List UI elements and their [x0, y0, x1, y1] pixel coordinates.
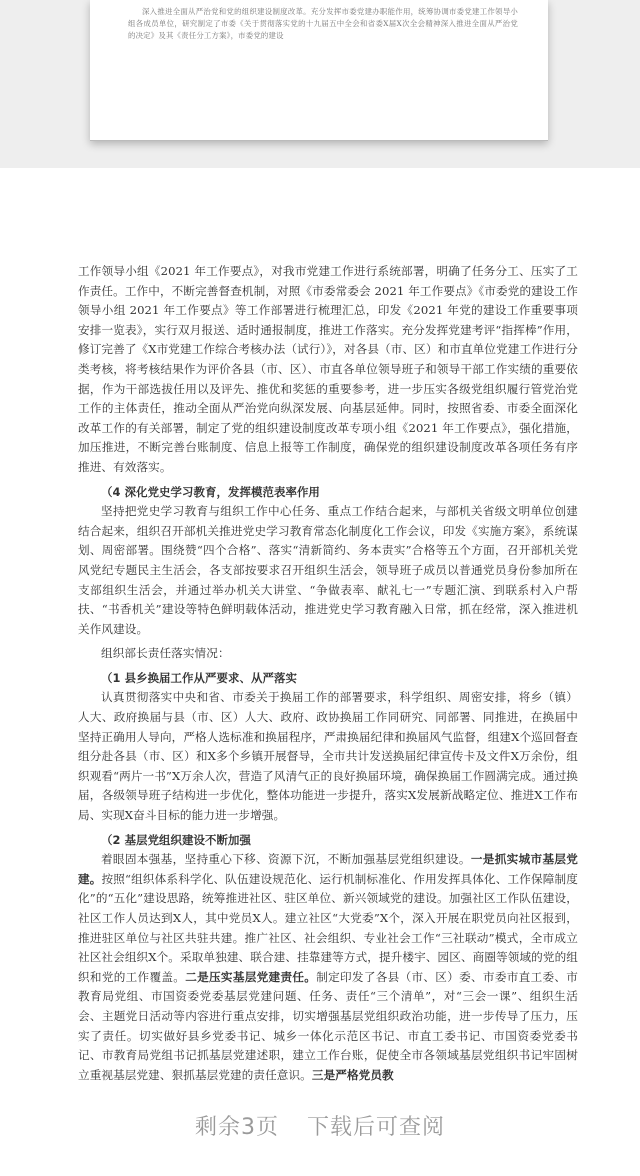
paragraph-work-plan: 工作领导小组《2021 年工作要点》，对我市党建工作进行系统部署，明确了任务分工、压实了工作责任。工作中，不断完善督查机制，对照《市委常委会 2021 年工作要点》《市委党的建设工作领导小组 2021 年工作要点》等工作部署进行梳理汇总，印发《2021 年党的建设工作重要事项安排一览表》，实行双月报送、适时通报制度，推进工作落实。充分发挥党建考评“指挥棒”作用，修订完善了《X市党建工作综合考核办法（试行）》，对各县（市、区）和市直单位党建工作进行分类考核，将考核结果作为评价各县（市、区）、市直各单位领导班子和领导干部工作实绩的重要依据，作为干部选拔任用以及评先、推优和奖惩的重要参考，进一步压实各级党组织履行管党治党工作的主体责任，推动全面从严治党向纵深发展、向基层延伸。同时，按照省委、市委全面深化改革工作的有关部署，制定了党的组织建设制度改革专项小组《2021 年工作要点》，强化措施，加压推进，不断完善台账制度、信息上报等工作制度，确保党的组织建设制度改革各项任务有序推进、有效落实。: [78, 264, 578, 474]
previous-page-text: 深入推进全面从严治党和党的组织建设制度改革。充分发挥市委党建办职能作用，统筹协调市委党建工作领导小组各成员单位，研究制定了市委《关于贯彻落实党的十九届五中全会和省委X届X次全会精神深入推进全面从严治党的决定》及其《责任分工方案》，市委党的建设: [128, 7, 518, 40]
item-1: [78, 669, 578, 826]
section-4: [78, 483, 578, 640]
item-2-point-3: 三是严格党员教: [311, 1067, 394, 1082]
item-2-point-2: 二是压实基层党建责任。: [185, 969, 317, 984]
remaining-pages-label: 剩余3页: [194, 1115, 279, 1140]
section-4-body: 坚持把党史学习教育与组织工作中心任务、重点工作结合起来，与部机关省级文明单位创建结合起来，组织召开部机关推进党史学习教育常态化制度化工作会议，印发《实施方案》，系统谋划、周密部署。围绕赞“四个合格”、落实“清新简约、务本责实”合格等五个方面，召开部机关党风党纪专题民主生活会，各支部按要求召开组织生活会，领导班子成员以普通党员身份参加所在支部组织生活会，并通过举办机关大讲堂、“争做表率、献礼七一”专题汇演、到联系村入户帮扶、“书香机关”建设等特色鲜明载体活动，推进党史学习教育融入日常，抓在经常，深入推进机关作风建设。: [78, 504, 578, 636]
item-2: [78, 831, 578, 1086]
document-content: [78, 262, 578, 1090]
item-2-body-mid-2: 制定印发了各县（市、区）委、市委市直工委、市教育局党组、市国资委党委基层党建问题、任务、责任“三个清单”，对“三会一课”、组织生活会、主题党日活动等内容进行重点安排，切实增强基层党组织政治功能，进一步传导了压力，压实了责任。切实做好县乡党委书记、城乡一体化示范区书记、市直工委书记、市国资委党委书记、市教育局党组书记抓基层党建述职，建立工作台账，促使全市各领域基层党组织书记牢固树立重视基层党建、狠抓基层党建的责任意识。: [78, 969, 578, 1082]
section-4-heading: （4 深化党史学习教育，发挥模范表率作用: [101, 484, 320, 499]
item-1-body: 认真贯彻落实中央和省、市委关于换届工作的部署要求，科学组织、周密安排，将乡（镇）人大、政府换届与县（市、区）人大、政府、政协换届工作同研究、同部署、同推进，在换届中坚持正确用人导向，严格人选标准和换届程序，严肃换届纪律和换届风气监督，组建X个巡回督查组分赴各县（市、区）和X多个乡镇开展督导，全市共计发送换届纪律宣传卡及文件X万余份，组织观看“两片一书”X万余人次，营造了风清气正的良好换届环境，确保换届工作圆满完成。通过换届，各级领导班子结构进一步优化，整体功能进一步提升，落实X发展新战略定位、推进X工作布局、实现X奋斗目标的能力进一步增强。: [78, 690, 578, 823]
item-2-body-mid-1: 按照“组织体系科学化、队伍建设规范化、运行机制标准化、作用发挥具体化、工作保障制度化”的“五化”建设思路，统筹推进社区、驻区单位、新兴领域党的建设。加强社区工作队伍建设，社区工作人员达到X人，其中党员X人。建立社区“大党委”X个，深入开展在职党员向社区报到，推进驻区单位与社区共驻共建。推广社区、社会组织、专业社会工作“三社联动”模式，全市成立社区社会组织X个。采取单独建、联合建、挂靠建等方式，提升楼宇、园区、商圈等领域的党的组织和党的工作覆盖。: [78, 871, 579, 984]
previous-page-area: [0, 0, 640, 168]
item-2-point-1: 一是抓实城市基层党建。: [78, 852, 578, 886]
download-to-view-label[interactable]: 下载后可查阅: [306, 1115, 445, 1140]
item-2-body-start: 着眼固本强基，坚持重心下移、资源下沉，不断加强基层党组织建设。: [101, 852, 471, 867]
item-2-heading: （2 基层党组织建设不断加强: [101, 832, 251, 847]
item-1-heading: （1 县乡换届工作从严要求、从严落实: [101, 670, 297, 685]
item-2-body: [78, 850, 578, 1085]
document-page: [0, 262, 640, 1082]
previous-page-card: [90, 0, 548, 141]
implementation-title: 组织部长责任落实情况：: [101, 646, 230, 661]
download-prompt[interactable]: [0, 1110, 640, 1141]
